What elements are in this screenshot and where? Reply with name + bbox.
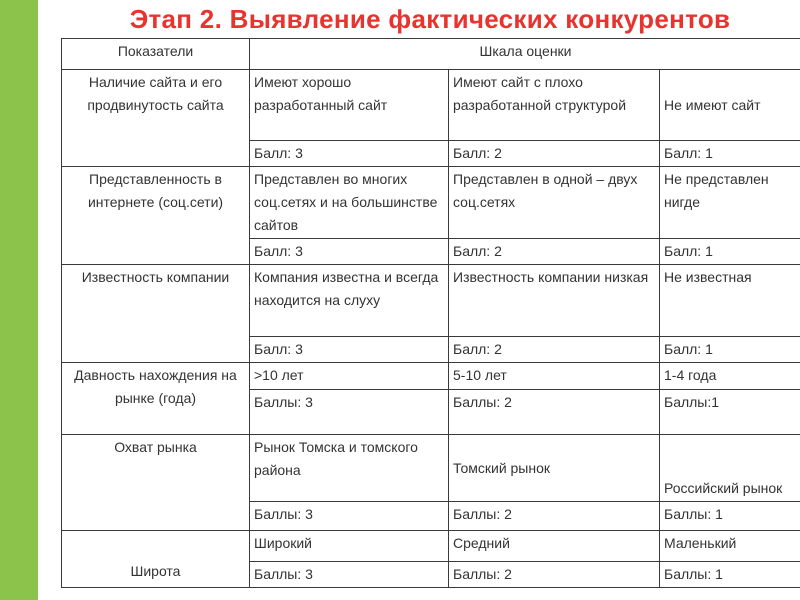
score-cell: Балл: 2 [449, 141, 660, 167]
score-cell: Баллы: 3 [250, 562, 449, 588]
table-row [62, 435, 800, 502]
option-cell: Рынок Томска и томского района [250, 435, 449, 502]
option-cell: 1-4 года [660, 363, 800, 390]
option-cell: Не известная [660, 265, 800, 337]
table-row [62, 167, 800, 239]
score-cell: Балл: 1 [660, 337, 800, 363]
score-cell: Баллы: 1 [660, 562, 800, 588]
option-cell: Имеют хорошо разработанный сайт [250, 70, 449, 141]
option-cell: >10 лет [250, 363, 449, 390]
slide-title: Этап 2. Выявление фактических конкурентов [129, 4, 731, 34]
indicator-cell: Охват рынка [62, 435, 250, 531]
option-cell: Средний [449, 531, 660, 562]
score-cell: Балл: 1 [660, 239, 800, 265]
option-cell: Не представлен нигде [660, 167, 800, 239]
option-cell: Маленький [660, 531, 800, 562]
score-cell: Баллы: 1 [660, 502, 800, 531]
score-cell: Баллы: 2 [449, 390, 660, 435]
score-cell: Балл: 3 [250, 337, 449, 363]
header-scale: Шкала оценки [250, 39, 800, 70]
indicator-cell: Давность нахождения на рынке (года) [62, 363, 250, 435]
score-cell: Баллы: 3 [250, 390, 449, 435]
score-cell: Баллы: 2 [449, 502, 660, 531]
evaluation-table [61, 38, 800, 588]
score-cell: Балл: 3 [250, 239, 449, 265]
indicator-cell: Известность компании [62, 265, 250, 363]
table-row [62, 531, 800, 562]
option-cell: Не имеют сайт [660, 70, 800, 141]
accent-bar [0, 0, 38, 600]
score-cell: Балл: 1 [660, 141, 800, 167]
option-cell: Имеют сайт с плохо разработанной структурой [449, 70, 660, 141]
table-header-row [62, 39, 800, 70]
indicator-cell: Широта [62, 531, 250, 588]
table-row [62, 363, 800, 390]
score-cell: Балл: 2 [449, 337, 660, 363]
option-cell: Компания известна и всегда находится на слуху [250, 265, 449, 337]
score-cell: Балл: 2 [449, 239, 660, 265]
indicator-cell: Наличие сайта и его продвинутость сайта [62, 70, 250, 167]
score-cell: Баллы:1 [660, 390, 800, 435]
table-row [62, 265, 800, 337]
option-cell: 5-10 лет [449, 363, 660, 390]
table-row [62, 70, 800, 141]
option-cell: Российский рынок [660, 435, 800, 502]
indicator-cell: Представленность в интернете (соц.сети) [62, 167, 250, 265]
option-cell: Представлен в одной – двух соц.сетях [449, 167, 660, 239]
option-cell: Известность компании низкая [449, 265, 660, 337]
header-indicators: Показатели [62, 39, 250, 70]
option-cell: Представлен во многих соц.сетях и на большинстве сайтов [250, 167, 449, 239]
score-cell: Балл: 3 [250, 141, 449, 167]
score-cell: Баллы: 2 [449, 562, 660, 588]
option-cell: Томский рынок [449, 435, 660, 502]
score-cell: Баллы: 3 [250, 502, 449, 531]
option-cell: Широкий [250, 531, 449, 562]
